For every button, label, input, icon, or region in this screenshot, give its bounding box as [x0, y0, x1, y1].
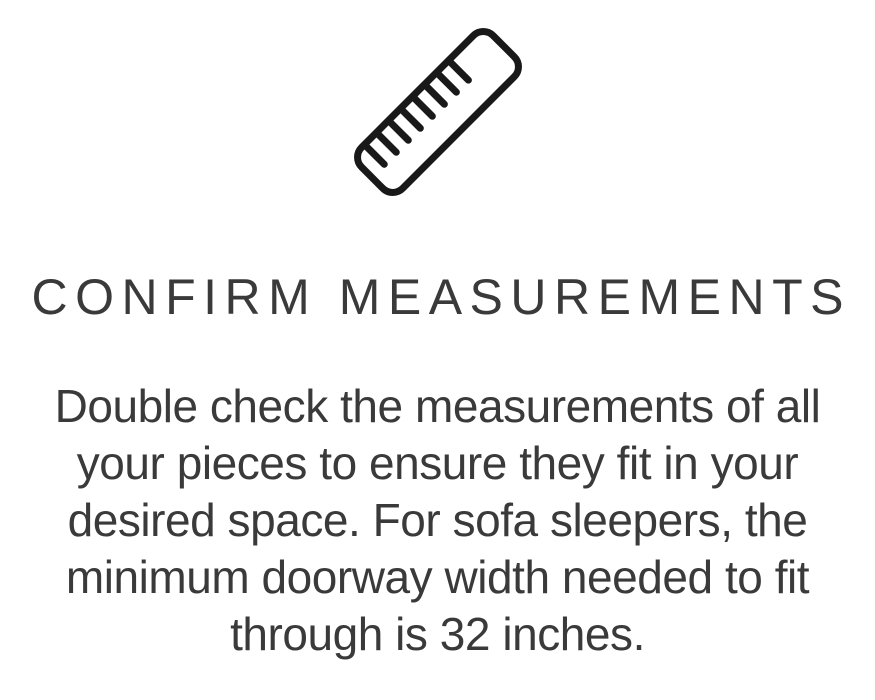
description-line: through is 32 inches. — [230, 608, 645, 660]
description-line: desired space. For sofa sleepers, the — [67, 494, 808, 546]
description-line: your pieces to ensure they fit in your — [76, 437, 799, 489]
description-line: minimum doorway width needed to fit — [65, 551, 810, 603]
description-line: Double check the measurements of all — [54, 380, 821, 432]
ruler-icon — [343, 17, 533, 207]
section-title: CONFIRM MEASUREMENTS — [31, 269, 851, 325]
section-description — [55, 378, 821, 663]
